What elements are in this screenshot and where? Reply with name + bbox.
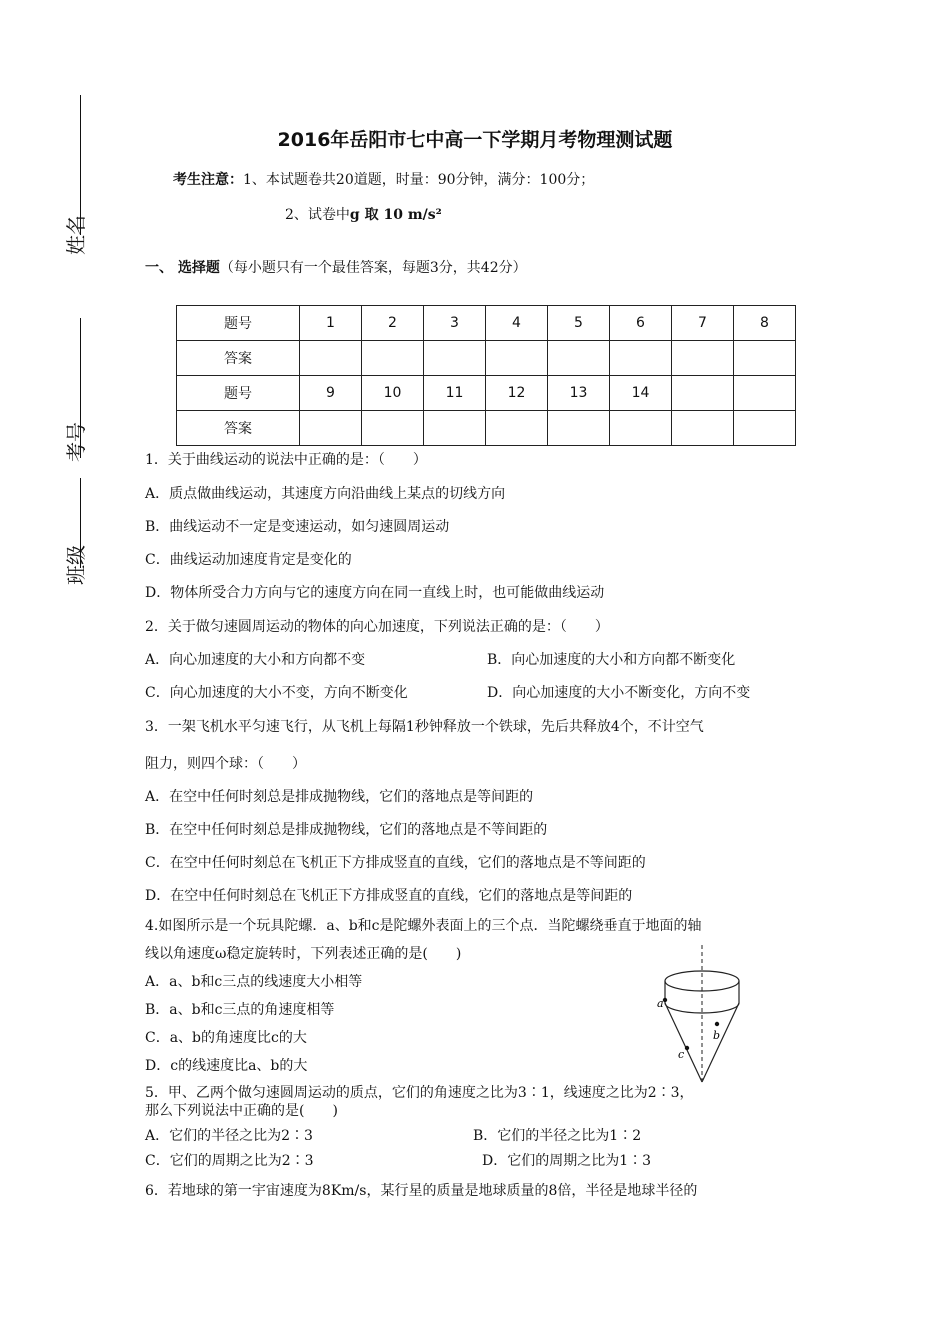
question-number-cell: 2 xyxy=(362,306,424,341)
q4-stem-2: 线以角速度ω稳定旋转时，下列表述正确的是( ) xyxy=(145,946,462,962)
exam-no-label: 考号 xyxy=(64,422,88,462)
row-label-answer: 答案 xyxy=(177,411,300,446)
q2-option-d: D．向心加速度的大小不断变化，方向不变 xyxy=(487,685,751,701)
question-number-cell: 7 xyxy=(672,306,734,341)
section-1-title: 一、 选择题 xyxy=(145,260,220,276)
answer-table-row xyxy=(177,306,796,341)
question-number-cell: 1 xyxy=(300,306,362,341)
q3-option-d: D．在空中任何时刻总在飞机正下方排成竖直的直线，它们的落地点是等间距的 xyxy=(145,888,633,904)
q2-option-b: B．向心加速度的大小和方向都不断变化 xyxy=(487,652,736,668)
answer-cell[interactable] xyxy=(548,411,610,446)
answer-table xyxy=(176,305,796,446)
question-number-cell: 9 xyxy=(300,376,362,411)
section-1-heading xyxy=(145,258,527,278)
q3-option-a: A．在空中任何时刻总是排成抛物线，它们的落地点是等间距的 xyxy=(145,789,534,805)
q5-option-d: D．它们的周期之比为1∶3 xyxy=(482,1153,652,1169)
q2-option-a: A．向心加速度的大小和方向都不变 xyxy=(145,652,366,668)
answer-cell[interactable] xyxy=(486,341,548,376)
answer-table-row xyxy=(177,376,796,411)
class-label: 班级 xyxy=(64,545,88,585)
answer-cell[interactable] xyxy=(424,411,486,446)
q3-stem-2: 阻力，则四个球：（ ） xyxy=(145,756,306,772)
answer-table-row xyxy=(177,341,796,376)
q5-option-c: C．它们的周期之比为2∶3 xyxy=(145,1153,314,1169)
q2-option-c: C．向心加速度的大小不变，方向不断变化 xyxy=(145,685,408,701)
answer-cell[interactable] xyxy=(362,411,424,446)
answer-table-row xyxy=(177,411,796,446)
point-a-label: a xyxy=(657,997,664,1010)
row-label-number: 题号 xyxy=(177,306,300,341)
q1-option-b: B．曲线运动不一定是变速运动，如匀速圆周运动 xyxy=(145,519,450,535)
answer-cell[interactable] xyxy=(300,411,362,446)
cone-left-edge xyxy=(665,1003,702,1082)
q3-option-c: C．在空中任何时刻总在飞机正下方排成竖直的直线，它们的落地点是不等间距的 xyxy=(145,855,646,871)
q2-stem: 2．关于做匀速圆周运动的物体的向心加速度，下列说法正确的是：（ ） xyxy=(145,619,609,635)
answer-cell[interactable] xyxy=(672,341,734,376)
question-number-cell: 13 xyxy=(548,376,610,411)
q5-option-b: B．它们的半径之比为1∶2 xyxy=(473,1128,642,1144)
notice-g-value: g 取 10 m/s² xyxy=(349,207,442,223)
q1-option-d: D．物体所受合力方向与它的速度方向在同一直线上时，也可能做曲线运动 xyxy=(145,585,605,601)
answer-cell[interactable] xyxy=(486,411,548,446)
section-1-note: （每小题只有一个最佳答案，每题3分，共42分） xyxy=(219,260,527,276)
question-number-cell: 3 xyxy=(424,306,486,341)
q4-option-d: D．c的线速度比a、b的大 xyxy=(145,1058,308,1074)
answer-cell[interactable] xyxy=(300,341,362,376)
question-number-cell: 14 xyxy=(610,376,672,411)
q6-stem-1: 6．若地球的第一宇宙速度为8Km/s，某行星的质量是地球质量的8倍，半径是地球半径的 xyxy=(145,1183,698,1199)
cone-right-edge xyxy=(702,1003,739,1082)
answer-cell[interactable] xyxy=(734,341,796,376)
spinning-top-figure xyxy=(655,945,750,1085)
q1-option-c: C．曲线运动加速度肯定是变化的 xyxy=(145,552,352,568)
row-label-number: 题号 xyxy=(177,376,300,411)
question-number-cell: 10 xyxy=(362,376,424,411)
page-title: 2016年岳阳市七中高一下学期月考物理测试题 xyxy=(277,129,673,151)
question-number-cell: 11 xyxy=(424,376,486,411)
q5-stem-2: 那么下列说法中正确的是( ) xyxy=(145,1103,338,1119)
q4-option-b: B．a、b和c三点的角速度相等 xyxy=(145,1002,335,1018)
q3-option-b: B．在空中任何时刻总是排成抛物线，它们的落地点是不等间距的 xyxy=(145,822,548,838)
answer-cell[interactable] xyxy=(610,411,672,446)
answer-cell[interactable] xyxy=(734,411,796,446)
q5-stem-1: 5．甲、乙两个做匀速圆周运动的质点，它们的角速度之比为3∶1，线速度之比为2∶3， xyxy=(145,1085,694,1101)
answer-cell[interactable] xyxy=(672,411,734,446)
q4-stem-1: 4.如图所示是一个玩具陀螺．a、b和c是陀螺外表面上的三个点．当陀螺绕垂直于地面的轴 xyxy=(145,918,702,934)
question-number-cell: 12 xyxy=(486,376,548,411)
point-b-dot xyxy=(715,1022,719,1026)
point-b-label: b xyxy=(713,1029,721,1042)
q1-stem: 1．关于曲线运动的说法中正确的是：（ ） xyxy=(145,452,427,468)
answer-cell[interactable] xyxy=(362,341,424,376)
answer-cell[interactable] xyxy=(424,341,486,376)
notice-line-2 xyxy=(285,205,442,225)
answer-cell[interactable] xyxy=(610,341,672,376)
q4-option-a: A．a、b和c三点的线速度大小相等 xyxy=(145,974,363,990)
name-line xyxy=(80,95,81,235)
row-label-answer: 答案 xyxy=(177,341,300,376)
notice-label: 考生注意： xyxy=(173,172,243,188)
question-number-cell: 5 xyxy=(548,306,610,341)
question-number-cell xyxy=(734,376,796,411)
notice-text-1: 1、本试题卷共20道题，时量：90分钟，满分：100分； xyxy=(243,172,595,188)
point-c-label: c xyxy=(678,1048,685,1061)
question-number-cell xyxy=(672,376,734,411)
q1-option-a: A．质点做曲线运动，其速度方向沿曲线上某点的切线方向 xyxy=(145,486,506,502)
answer-cell[interactable] xyxy=(548,341,610,376)
question-number-cell: 4 xyxy=(486,306,548,341)
name-label: 姓名 xyxy=(64,215,88,255)
q4-option-c: C．a、b的角速度比c的大 xyxy=(145,1030,307,1046)
question-number-cell: 8 xyxy=(734,306,796,341)
point-c-dot xyxy=(685,1046,689,1050)
notice-line-1 xyxy=(173,170,594,190)
question-number-cell: 6 xyxy=(610,306,672,341)
q3-stem-1: 3．一架飞机水平匀速飞行，从飞机上每隔1秒钟释放一个铁球，先后共释放4个，不计空气 xyxy=(145,719,704,735)
notice-text-2: 2、试卷中 xyxy=(285,207,350,223)
q5-option-a: A．它们的半径之比为2∶3 xyxy=(145,1128,313,1144)
